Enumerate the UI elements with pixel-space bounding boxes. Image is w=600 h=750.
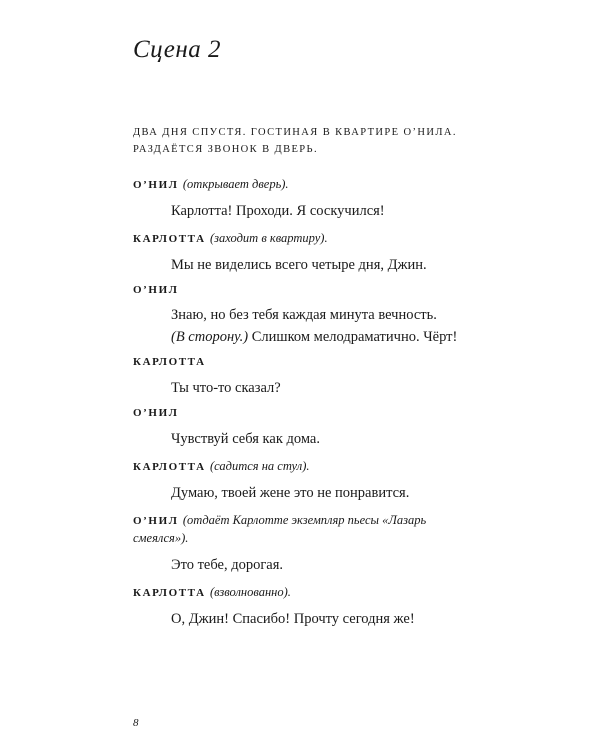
scene-title: Сцена 2: [133, 36, 222, 63]
speaker-cue: [133, 176, 463, 194]
speaker-direction: (взволнованно).: [209, 585, 291, 599]
speaker-cue: [133, 230, 463, 248]
dialogue-line: Карлотта! Проходи. Я соскучился!: [171, 203, 385, 219]
dialogue-line: Мы не виделись всего четыре дня, Джин.: [171, 257, 427, 273]
stage-direction: [133, 124, 493, 158]
speaker-name: КАРЛОТТА: [133, 233, 206, 245]
dialogue-line-cont: [171, 326, 491, 348]
dialogue-line-text: Знаю, но без тебя каждая минута вечность.: [171, 307, 437, 323]
speaker-cue: [133, 282, 463, 299]
page-number: 8: [133, 717, 139, 729]
speaker-cue: [133, 584, 463, 602]
speaker-direction: (отдаёт Карлотте экземпляр пьесы «Лазарь: [182, 513, 427, 527]
aside-direction: (В сторону.): [171, 329, 249, 345]
speaker-name: КАРЛОТТА: [133, 356, 206, 368]
dialogue-line: Это тебе, дорогая.: [171, 557, 284, 573]
dialogue-line-text: Слишком мелодраматично. Чёрт!: [248, 329, 458, 345]
speaker-name: КАРЛОТТА: [133, 587, 206, 599]
speaker-direction: (садится на стул).: [209, 459, 310, 473]
dialogue-line: О, Джин! Спасибо! Прочту сегодня же!: [171, 611, 415, 627]
speaker-direction: (открывает дверь).: [182, 177, 289, 191]
dialogue-line: Чувствуй себя как дома.: [171, 431, 320, 447]
speaker-name: О’НИЛ: [133, 284, 179, 296]
speaker-direction: (заходит в квартиру).: [209, 231, 328, 245]
speaker-cue: [133, 512, 493, 547]
dialogue-line: Ты что-то сказал?: [171, 380, 281, 396]
speaker-cue: [133, 354, 463, 371]
speaker-direction-cont: смеялся»).: [133, 531, 189, 545]
dialogue-line: [171, 304, 491, 348]
speaker-name: О’НИЛ: [133, 179, 179, 191]
speaker-name: О’НИЛ: [133, 407, 179, 419]
speaker-name: КАРЛОТТА: [133, 461, 206, 473]
speaker-name: О’НИЛ: [133, 515, 179, 527]
stage-direction-line: РАЗДАЁТСЯ ЗВОНОК В ДВЕРЬ.: [133, 144, 318, 155]
stage-direction-line: ДВА ДНЯ СПУСТЯ. ГОСТИНАЯ В КВАРТИРЕ О’НИЛА.: [133, 127, 457, 138]
dialogue-line: Думаю, твоей жене это не понравится.: [171, 485, 410, 501]
speaker-cue: [133, 405, 463, 422]
speaker-cue: [133, 458, 463, 476]
